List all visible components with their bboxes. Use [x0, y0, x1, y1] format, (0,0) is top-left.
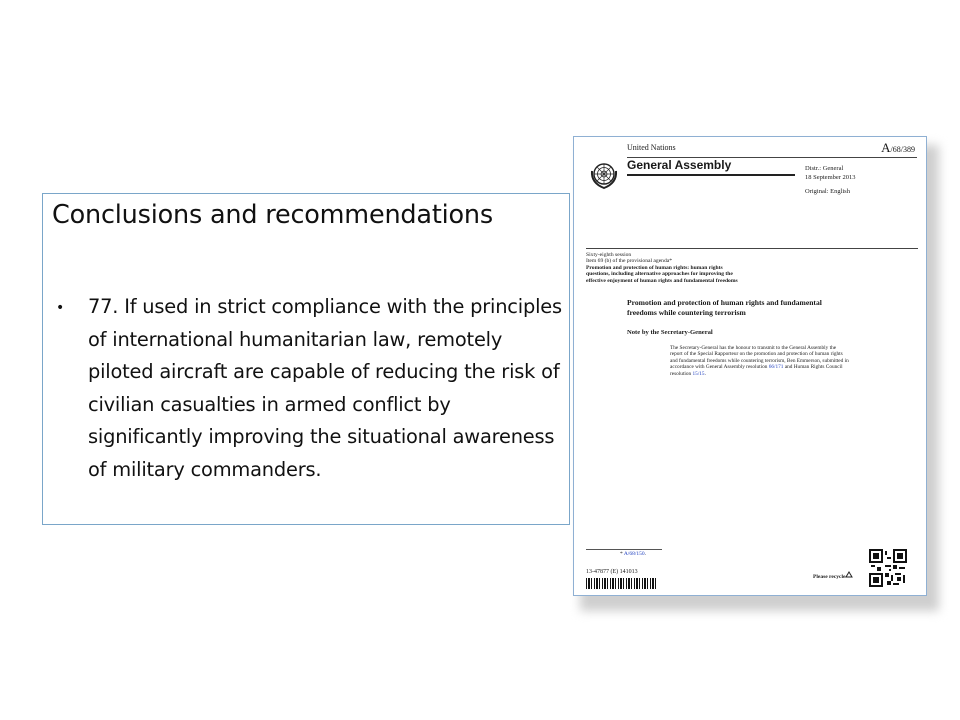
slide-text-box	[42, 193, 570, 525]
document-date: 18 September 2013	[805, 174, 856, 181]
report-title: Promotion and protection of human rights and fundamental freedoms while countering terrorism	[627, 298, 822, 317]
session-block	[586, 252, 738, 284]
section-rule	[586, 248, 918, 249]
footnote-rule	[586, 549, 662, 550]
barcode	[586, 578, 656, 589]
agenda-title-2: questions, including alternative approaches for improving the	[586, 271, 733, 278]
bullet-paragraph: 77. If used in strict compliance with the principles of international humanitarian law, remotely piloted aircraft are capable of reducing the risk of civilian casualties in armed conflict by significantly improving the situational awareness of military commanders.	[88, 295, 562, 481]
original-language: Original: English	[805, 188, 850, 195]
un-emblem-icon	[588, 159, 620, 191]
footnote-link[interactable]: A/68/150	[623, 551, 645, 557]
distribution: Distr.: General	[805, 165, 844, 172]
resolution-link[interactable]: 15/15	[692, 370, 705, 377]
distribution-block	[805, 164, 856, 196]
item-line: Item 69 (b) of the provisional agenda*	[586, 258, 673, 265]
general-assembly-title: General Assembly	[627, 158, 732, 172]
note-by: Note by the Secretary-General	[627, 329, 713, 336]
resolution-link[interactable]: 66/171	[768, 364, 784, 371]
recycle-icon	[844, 571, 854, 581]
slide-heading: Conclusions and recommendations	[52, 200, 493, 230]
un-document-thumbnail	[573, 136, 927, 596]
qr-code-icon	[869, 549, 907, 587]
footnote: * A/68/150.	[620, 551, 646, 557]
agenda-title-3: effective enjoyment of human rights and fundamental freedoms	[586, 277, 738, 284]
session-line: Sixty-eighth session	[586, 252, 632, 258]
job-number: 13-47877 (E) 141013	[586, 569, 638, 575]
bullet-marker: •	[56, 300, 65, 316]
document-symbol: A/68/389	[881, 140, 915, 155]
recycle-text: Please recycle	[813, 574, 846, 580]
transmittal-paragraph: The Secretary-General has the honour to transmit to the General Assembly the report of the Special Rapporteur on the promotion and protection of human rights and fundamental freedoms while countering terrorism, Ben Emmerson, submitted in accordance with General Assembly resolution 66/171 and Human Rights Council resolution 15/15.	[670, 345, 849, 377]
agenda-title-1: Promotion and protection of human rights: human rights	[586, 264, 723, 271]
org-name: United Nations	[627, 143, 676, 152]
title-rule	[627, 174, 795, 176]
